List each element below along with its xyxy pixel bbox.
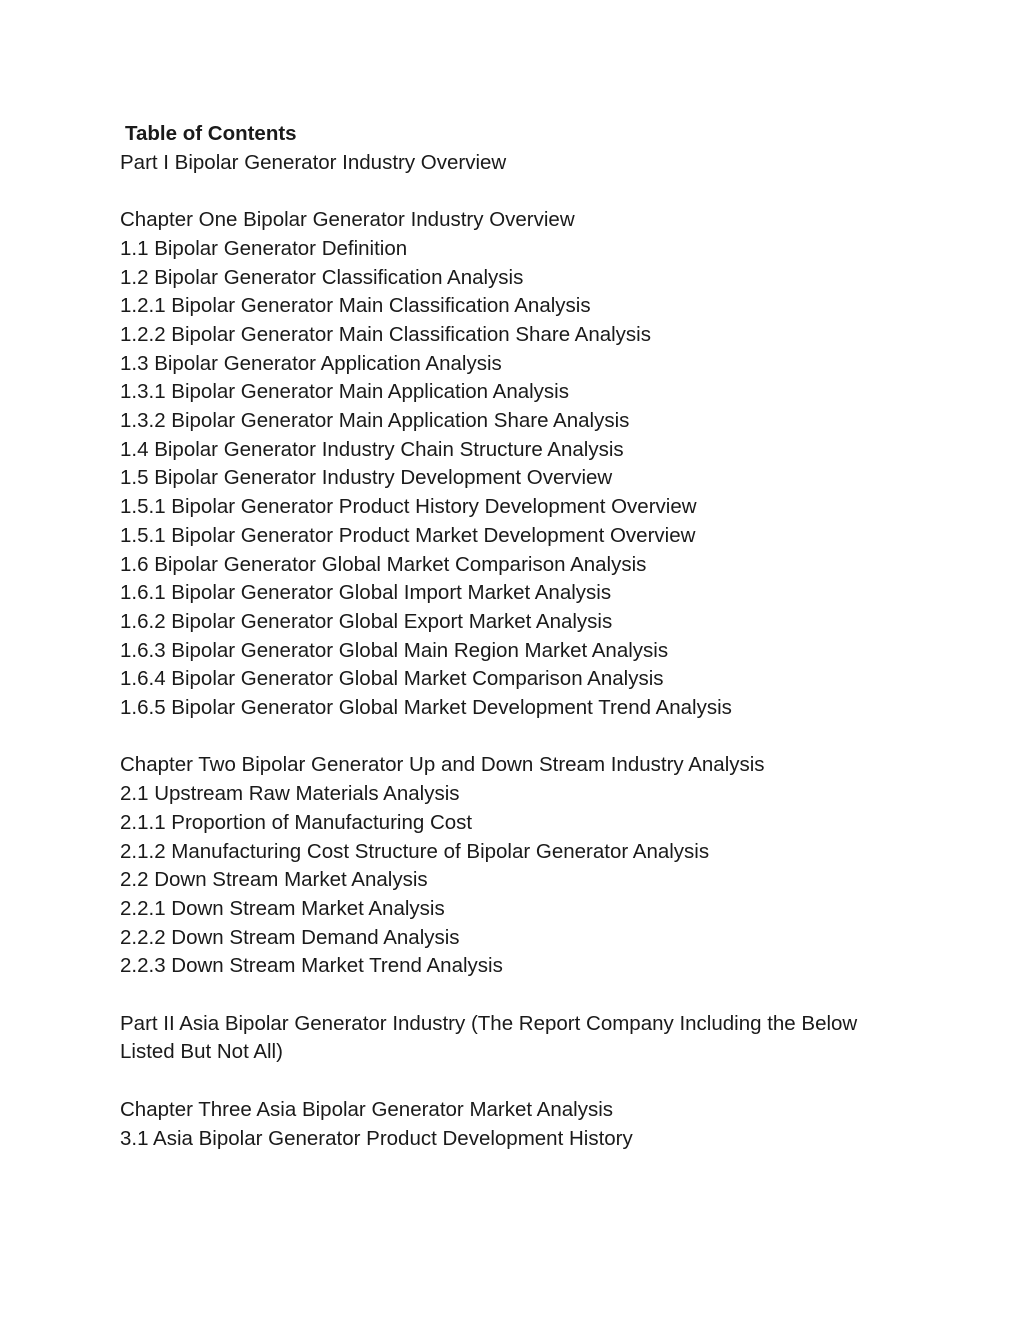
toc-entry: 2.2 Down Stream Market Analysis (120, 868, 428, 892)
toc-entry: 1.5 Bipolar Generator Industry Development Overview (120, 466, 613, 490)
toc-entry: 3.1 Asia Bipolar Generator Product Development History (120, 1126, 633, 1150)
block-spacer (120, 981, 920, 1010)
toc-entry: 2.2.1 Down Stream Market Analysis (120, 896, 445, 920)
toc-entry: 2.2.3 Down Stream Market Trend Analysis (120, 954, 503, 978)
block-spacer (120, 723, 920, 752)
toc-entry: 1.6.2 Bipolar Generator Global Export Market Analysis (120, 609, 613, 633)
toc-entry: Listed But Not All) (120, 1040, 283, 1064)
toc-entry: Chapter Three Asia Bipolar Generator Market Analysis (120, 1097, 614, 1121)
toc-entry: Chapter One Bipolar Generator Industry Overview (120, 208, 575, 232)
toc-entry: 1.6.5 Bipolar Generator Global Market Development Trend Analysis (120, 696, 732, 720)
toc-entry: 1.6.3 Bipolar Generator Global Main Region Market Analysis (120, 638, 669, 662)
toc-entry: Part II Asia Bipolar Generator Industry (The Report Company Including the Below (120, 1011, 858, 1035)
toc-entry: 1.6 Bipolar Generator Global Market Comparison Analysis (120, 552, 647, 576)
toc-list (120, 149, 920, 1154)
toc-entry: 1.5.1 Bipolar Generator Product Market Development Overview (120, 523, 696, 547)
block-spacer (120, 177, 920, 206)
toc-entry: Part I Bipolar Generator Industry Overview (120, 150, 507, 174)
toc-entry: 2.2.2 Down Stream Demand Analysis (120, 925, 460, 949)
toc-entry: 1.2.2 Bipolar Generator Main Classification Share Analysis (120, 322, 651, 346)
toc-entry: 2.1.1 Proportion of Manufacturing Cost (120, 810, 473, 834)
toc-title: Table of Contents (125, 122, 297, 145)
toc-entry: 1.3 Bipolar Generator Application Analysis (120, 351, 502, 375)
toc-entry: 1.2.1 Bipolar Generator Main Classification Analysis (120, 294, 591, 318)
toc-entry: Chapter Two Bipolar Generator Up and Down Stream Industry Analysis (120, 753, 765, 777)
toc-entry: 1.1 Bipolar Generator Definition (120, 236, 408, 260)
toc-entry: 1.5.1 Bipolar Generator Product History Development Overview (120, 495, 697, 519)
toc-entry: 2.1.2 Manufacturing Cost Structure of Bipolar Generator Analysis (120, 839, 710, 863)
block-spacer (120, 1067, 920, 1096)
toc-entry: 1.3.1 Bipolar Generator Main Application Analysis (120, 380, 569, 404)
toc-entry: 1.6.1 Bipolar Generator Global Import Market Analysis (120, 581, 612, 605)
toc-entry: 1.4 Bipolar Generator Industry Chain Structure Analysis (120, 437, 624, 461)
toc-entry: 1.2 Bipolar Generator Classification Analysis (120, 265, 524, 289)
toc-content (120, 120, 920, 1153)
toc-entry: 1.3.2 Bipolar Generator Main Application Share Analysis (120, 409, 630, 433)
toc-entry: 1.6.4 Bipolar Generator Global Market Comparison Analysis (120, 667, 664, 691)
toc-entry: 2.1 Upstream Raw Materials Analysis (120, 782, 460, 806)
